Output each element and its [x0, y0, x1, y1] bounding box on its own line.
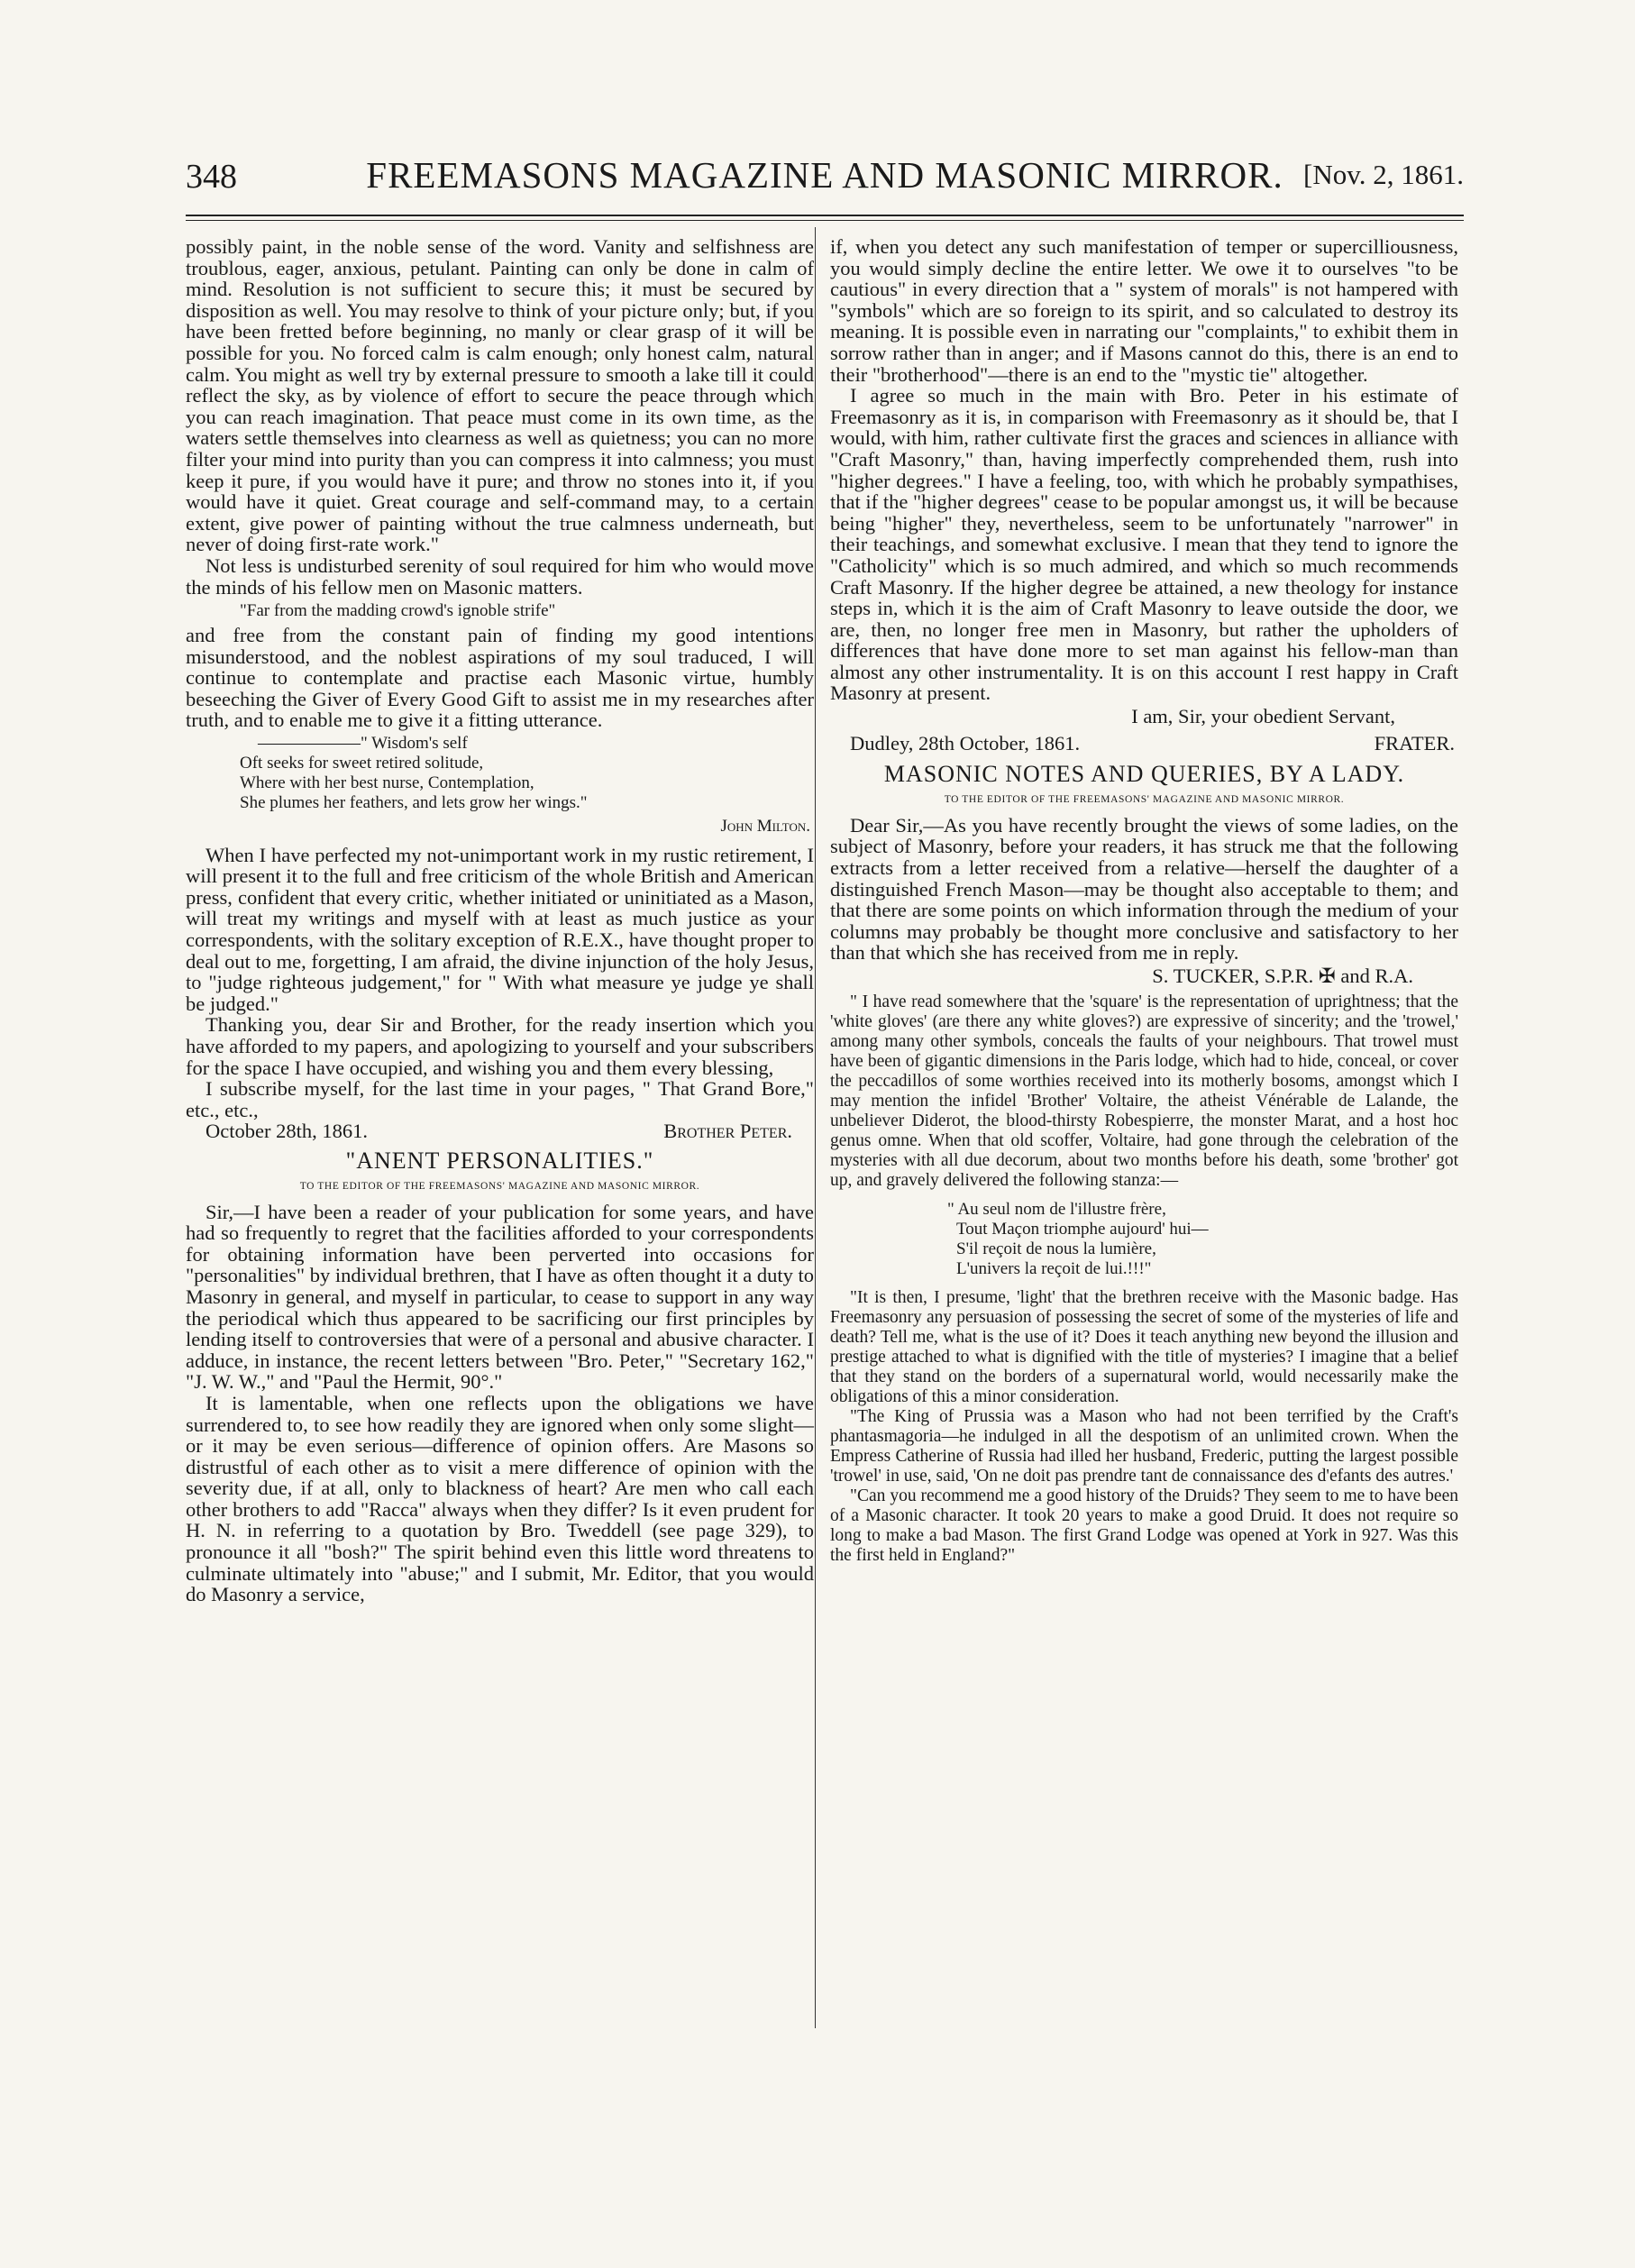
signature-line [186, 1120, 814, 1142]
verse-line: Where with her best nurse, Contemplation, [240, 773, 534, 793]
paragraph: "The King of Prussia was a Mason who had not been terrified by the Craft's phantasmagoria—he indulged in all the despotism of an unlimited crown. When the Empress Catherine of Russia had illed her husband, Frederic, putting the largest possible 'trowel' in use, said, 'On ne doit pas prendre tant de connaissance des d'efants des autres.' [830, 1406, 1458, 1486]
magazine-title: FREEMASONS MAGAZINE AND MASONIC MIRROR. [366, 154, 1283, 196]
article-heading: MASONIC NOTES AND QUERIES, BY A LADY. [883, 761, 1405, 788]
column-separator [815, 227, 816, 2028]
paragraph: Dear Sir,—As you have recently brought the views of some ladies, on the subject of Masonry, before your readers, it has struck me that the following extracts from a letter received from a relative—herself the daughter of a distinguished French Mason—may be thought also acceptable to them; and that there are some points on which information through the medium of your columns may probably be thought more conclusive and satisfactory to her than that which she has received from me in reply. [830, 813, 1458, 965]
verse-line: S'il reçoit de nous la lumière, [956, 1239, 1156, 1258]
signature-date: October 28th, 1861. [206, 1120, 368, 1143]
paragraph: It is lamentable, when one reflects upon the obligations we have surrendered to, to see how readily they are ignored when only some slight—or it may be even serious—difference of opinion offers. Are Masons so distrustful of each other as to visit a mere difference of opinion with the severity due, if at all, only to blackness of heart? Are men who call each other brothers to add "Racca" always when they differ? Is it even prudent for H. N. in referring to a quotation by Bro. Tweddell (see page 329), to pronounce it all "bosh?" The spirit behind even this little word threatens to culminate ultimately into "abuse;" and I submit, Mr. Editor, that you would do Masonry a service, [186, 1391, 814, 1606]
verse-line: Oft seeks for sweet retired solitude, [240, 754, 484, 773]
issue-date: [Nov. 2, 1861. [1303, 159, 1464, 190]
paragraph: " I have read somewhere that the 'square' is the representation of uprightness; that the 'white gloves' (are there any white gloves?) are expressive of sincerity; and the 'trowel,' among many other symbols, conceals the faults of your neighbours. That trowel must have been of gigantic dimensions in the Paris lodge, which had to hide, conceal, or cover the peccadillos of some worthies received into its motherly bosoms, amongst which I may mention the infidel 'Brother' Voltaire, the atheist Vénérable de Lalande, the unbeliever Diderot, the blood-thirsty Robespierre, the monster Marat, and a host hoc genus omne. When that old scoffer, Voltaire, had gone through the celebration of the mysteries with all due decorum, about two months before his death, some 'brother' got up, and gravely delivered the following stanza:— [830, 992, 1458, 1190]
paragraph: "Can you recommend me a good history of the Druids? They seem to me to have been of a Masonic character. It took 20 years to make a good Druid. It does not require so long to make a bad Mason. The first Grand Lodge was opened at York in 927. Was this the first held in England?" [830, 1486, 1458, 1565]
article-subheading: TO THE EDITOR OF THE FREEMASONS' MAGAZINE AND MASONIC MIRROR. [944, 794, 1345, 806]
paragraph: Sir,—I have been a reader of your publication for some years, and have had so frequently to regret that the facilities afforded to your correspondents for obtaining information have been perverted into occasions for "personalities" by individual brethren, that I have as often thought it a duty to Masonry in general, and myself in particular, to cease to support in any way the periodical which thus appeared to be sacrificing our first principles by lending itself to controversies that were of a personal and abusive character. I adduce, in instance, the recent letters between "Bro. Peter," "Secretary 162," "J. W. W.," and "Paul the Hermit, 90°." [186, 1200, 814, 1394]
verse-line: She plumes her feathers, and lets grow her wings." [240, 793, 588, 813]
verse-line: " Au seul nom de l'illustre frère, [947, 1199, 1166, 1219]
closing-line: I am, Sir, your obedient Servant, [1131, 705, 1395, 728]
quotation: "Far from the madding crowd's ignoble strife" [240, 601, 556, 621]
signature-name: Brother Peter. [663, 1120, 792, 1143]
verse-attribution: John Milton. [720, 817, 810, 837]
signature-place: Dudley, 28th October, 1861. [850, 731, 1081, 754]
article-subheading: TO THE EDITOR OF THE FREEMASONS' MAGAZINE AND MASONIC MIRROR. [299, 1180, 700, 1192]
paragraph: Not less is undisturbed serenity of soul required for him who would move the minds of his fellow men on Masonic matters. [186, 553, 814, 599]
paragraph: possibly paint, in the noble sense of the word. Vanity and selfishness are troublous, eager, anxious, petulant. Painting can only be done in calm of mind. Resolution is not sufficient to secure this; it must be secured by disposition as well. You may resolve to think of your picture only; but, if you have been fretted before beginning, no manly or clear grasp of it will be possible for you. No forced calm is calm enough; only honest calm, natural calm. You might as well try by external pressure to smooth a lake till it could reflect the sky, as by violence of effort to secure the peace through which you can reach imagination. That peace must come in its own time, as the waters settle themselves into clearness as well as quietness; you can no more filter your mind into purity than you can compress it into calmness; you must keep it pure, if you would have it pure; and throw no stones into it, if you would have it quiet. Great courage and self-command may, to a certain extent, give power of painting without the true calmness underneath, but never of doing first-rate work." [186, 235, 814, 556]
masthead [186, 151, 1464, 206]
verse-line: L'univers la reçoit de lui.!!!" [956, 1258, 1152, 1278]
signature-name: FRATER. [1374, 731, 1455, 754]
paragraph: if, when you detect any such manifestation of temper or supercilliousness, you would simply decline the entire letter. We owe it to ourselves "to be cautious" in every direction that a " system of morals" is not hampered with "symbols" which are so foreign to its spirit, and so calculated to destroy its meaning. It is possible even in narrating our "complaints," to exhibit them in sorrow rather than in anger; and if Masons cannot do this, there is an end to their "brotherhood"—there is an end to the "mystic tie" altogether. [830, 235, 1458, 386]
right-column [830, 236, 1458, 1566]
header-double-rule [186, 215, 1464, 221]
paragraph: Thanking you, dear Sir and Brother, for the ready insertion which you have afforded to my papers, and apologizing to yourself and your subscribers for the space I have occupied, and wishing you and them every blessing, [186, 1013, 814, 1079]
paragraph: and free from the constant pain of finding my good intentions misunderstood, and the noblest aspirations of my soul traduced, I will continue to contemplate and practise each Masonic virtue, humbly beseeching the Giver of Every Good Gift to assist me in my researches after truth, and to enable me to give it a fitting utterance. [186, 624, 814, 732]
verse [830, 1200, 1458, 1279]
page-number: 348 [186, 158, 237, 196]
verse-line: ——————" Wisdom's self [258, 734, 468, 754]
signature-name: S. TUCKER, S.P.R. ✠ and R.A. [1152, 965, 1413, 987]
verse [186, 734, 814, 813]
left-column [186, 236, 814, 1605]
paragraph: I agree so much in the main with Bro. Peter in his estimate of Freemasonry as it is, in comparison with Freemasonry as it should be, that I would, with him, rather cultivate first the graces and sciences in alliance with "Craft Masonry," than, having imperfectly comprehended them, rush into "higher degrees." I have a feeling, too, with which he probably sympathises, that if the "higher degrees" cease to be popular amongst us, it will be because being "higher" they, nevertheless, seem to be unfortunately "narrower" in their teachings, and somewhat exclusive. I mean that they tend to ignore the "Catholicity" which is so much admired, and which so much recommends Craft Masonry. If the higher degree be attained, a new theology for instance steps in, which it is the aim of Craft Masonry to leave outside the door, we are, then, no longer free men in Masonry, but rather the upholders of differences that have done more to set man against his fellow-man than almost any other instrumentality. It is on this account I rest happy in Craft Masonry at present. [830, 384, 1458, 705]
paragraph: "It is then, I presume, 'light' that the brethren receive with the Masonic badge. Has Freemasonry any persuasion of possessing the secret of some of the mysteries of life and death? Tell me, what is the use of it? Does it teach anything new beyond the illusion and prestige attached to what is dignified with the title of mysteries? I imagine that a belief that they stand on the borders of a supernatural world, would necessarily make the obligations of this a minor consideration. [830, 1287, 1458, 1406]
signature-line [830, 733, 1458, 754]
paragraph: I subscribe myself, for the last time in your pages, " That Grand Bore," etc., etc., [186, 1077, 814, 1121]
verse-line: Tout Maçon triomphe aujourd' hui— [956, 1219, 1209, 1239]
article-heading: "ANENT PERSONALITIES." [345, 1147, 654, 1174]
paragraph: When I have perfected my not-unimportant work in my rustic retirement, I will present it to the full and free criticism of the whole British and American press, confident that every critic, whether initiated or uninitiated as a Mason, will treat my writings and myself with at least as much justice as your correspondents, with the solitary exception of R.E.X., have thought proper to deal out to me, forgetting, I am afraid, the divine injunction of the holy Jesus, to "judge righteous judgement," for " With what measure ye judge ye shall be judged." [186, 843, 814, 1015]
